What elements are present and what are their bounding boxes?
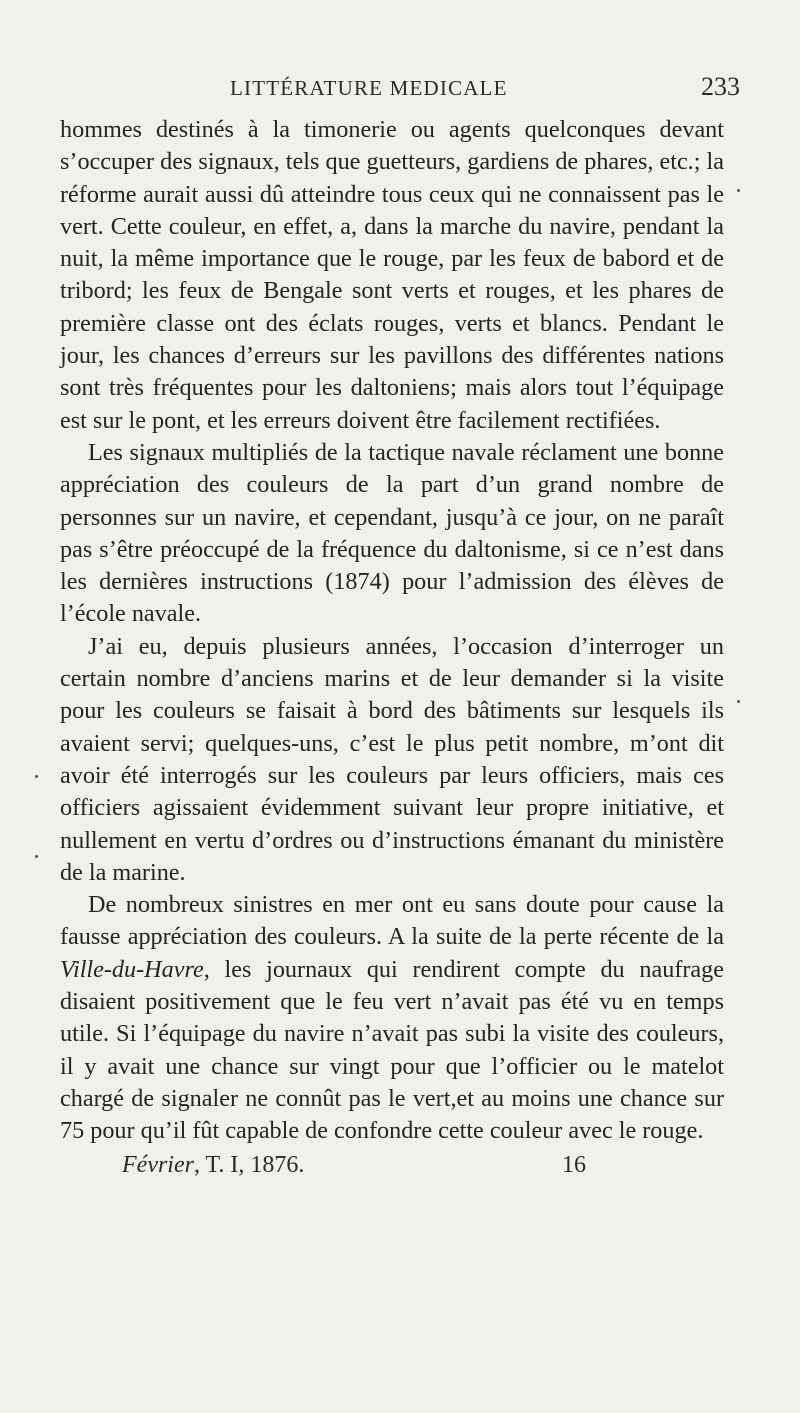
paragraph-1: hommes destinés à la timonerie ou agents quelconques devant s’occuper des signaux, tels que guetteurs, gardiens de phares, etc.; la réforme aurait aussi dû atteindre tous ceux qui ne connaissent pas le vert. Cette couleur, en effet, a, dans la marche du navire, pendant la nuit, la même importance que le rouge, par les feux de babord et de tribord; les feux de Bengale sont verts et rouges, et les phares de première classe ont des éclats rouges, verts et blancs. Pendant le jour, les chances d’erreurs sur les pavillons des différentes nations sont très fréquentes pour les daltoniens; mais alors tout l’équipage est sur le pont, et les erreurs doivent être facilement rectifiées. [60, 116, 724, 434]
paragraph-4-start: De nombreux sinistres en mer ont eu sans doute pour cause la fausse appréciation des couleurs. A la suite de la perte récente de la [60, 891, 724, 951]
print-speck [35, 775, 38, 778]
body-text [60, 114, 724, 1148]
paragraph-3: J’ai eu, depuis plusieurs années, l’occasion d’interroger un certain nombre d’anciens marins et de leur demander si la visite pour les couleurs se faisait à bord des bâtiments sur lesquels ils avaient servi; quelques-uns, c’est le plus petit nombre, m’ont dit avoir été interrogés sur les couleurs par leurs officiers, mais ces officiers agissaient évidemment suivant leur propre initiative, et nullement en vertu d’ordres ou d’instructions émanant du ministère de la marine. [60, 632, 724, 886]
running-title: LITTÉRATURE MEDICALE [230, 76, 508, 100]
signature-mark: 16 [562, 1151, 586, 1178]
issue-volume: , T. I, 1876. [193, 1151, 305, 1178]
paragraph-2: Les signaux multipliés de la tactique navale réclament une bonne appréciation des couleurs de la part d’un grand nombre de personnes sur un navire, et cependant, jusqu’à ce jour, on ne paraît pas s’être préoccupé de la fréquence du daltonisme, si ce n’est dans les dernières instructions (1874) pour l’admission des élèves de l’école navale. [60, 438, 724, 628]
paragraph-4-end: , les journaux qui rendirent compte du naufrage disaient positivement que le feu vert n’avait pas été vu en temps utile. Si l’équipage du navire n’avait pas subi la visite des couleurs, il y avait une chance sur vingt pour que l’officier ou le matelot chargé de signaler ne connût pas le vert,et au moins une chance sur 75 pour qu’il fût capable de confondre cette couleur avec le rouge. [60, 955, 724, 1145]
issue-month: Février [122, 1151, 194, 1178]
paragraph-4 [60, 889, 724, 1147]
ship-name: Ville-du-Havre [60, 955, 204, 983]
print-speck [35, 855, 38, 858]
print-speck [737, 700, 740, 703]
page-number: 233 [701, 72, 740, 101]
issue-label [122, 1152, 304, 1179]
page-header [50, 70, 760, 114]
print-speck [737, 189, 740, 192]
page-footer [50, 1152, 760, 1192]
